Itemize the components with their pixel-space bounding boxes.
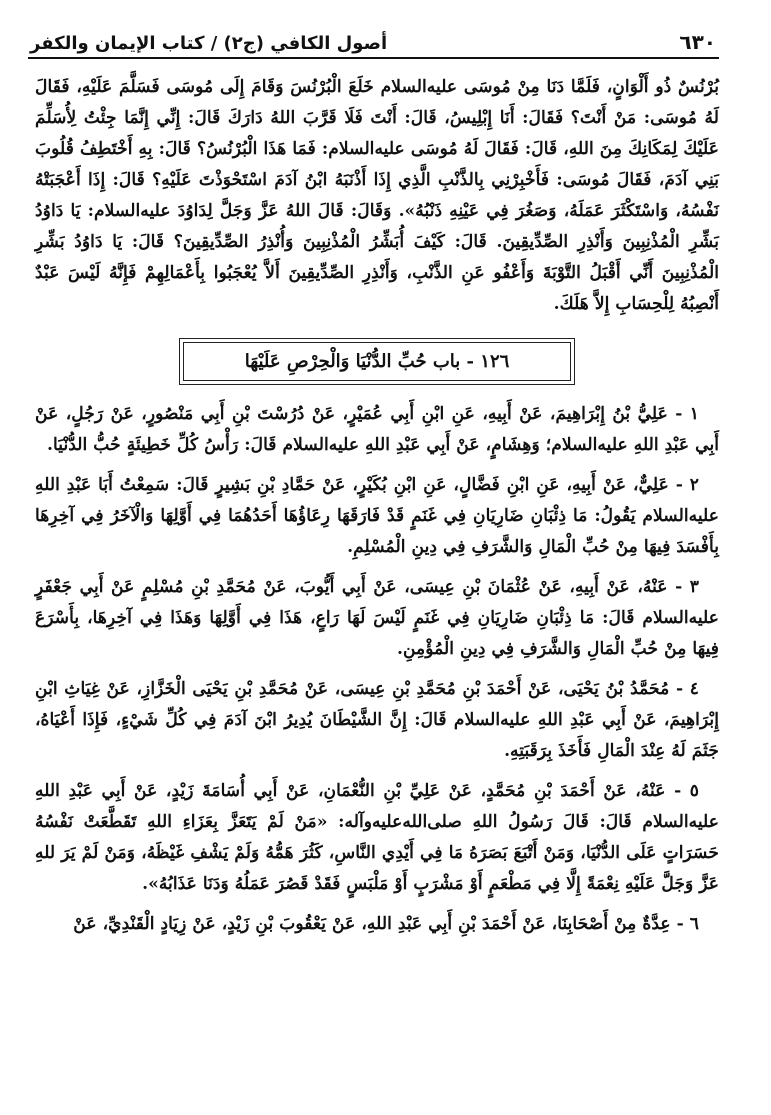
hadith-number: ١ - bbox=[675, 404, 699, 424]
page-number: ٦٣٠ bbox=[679, 30, 716, 54]
hadith-number: ٥ - bbox=[674, 781, 700, 801]
hadith-text: عَنْهُ، عَنْ أَبِيهِ، عَنْ عُثْمَانَ بْنِ عِيسَى، عَنْ أَبِي أَيُّوبَ، عَنْ مُحَمَّدِ بْنِ مُسْلِمٍ عَنْ أَبِي جَعْفَرٍ عليه‌السلام قَالَ: مَا ذِئْبَانِ ضَارِيَانِ فِي غَنَمٍ لَيْسَ لَهَا رَاعٍ، هَذَا فِي أَوَّلِهَا وَهَذَا فِي آخِرِهَا، بِأَسْرَعَ فِيهَا مِنْ حُبِّ الْمَالِ وَالشَّرَفِ فِي دِينِ الْمُؤْمِنِ. bbox=[35, 577, 719, 659]
hadith-paragraph bbox=[35, 909, 719, 940]
hadith-paragraph bbox=[35, 776, 719, 900]
hadith-number: ٤ - bbox=[675, 679, 699, 699]
hadith-number: ٢ - bbox=[675, 475, 700, 495]
hadith-paragraph bbox=[35, 399, 719, 461]
page-header bbox=[30, 24, 716, 54]
hadith-text: عَنْهُ، عَنْ أَحْمَدَ بْنِ مُحَمَّدٍ، عَنْ عَلِيِّ بْنِ النُّعْمَانِ، عَنْ أَبِي أُسَامَةَ زَيْدٍ، عَنْ أَبِي عَبْدِ اللهِ عليه‌السلام قَالَ: قَالَ رَسُولُ اللهِ صلى‌الله‌عليه‌وآله: «مَنْ لَمْ يَتَعَزَّ بِعَزَاءِ اللهِ تَقَطَّعَتْ نَفْسُهُ حَسَرَاتٍ عَلَى الدُّنْيَا، وَمَنْ أَتْبَعَ بَصَرَهُ مَا فِي أَيْدِي النَّاسِ، كَثُرَ هَمُّهُ وَلَمْ يَشْفِ غَيْظَهُ، وَمَنْ لَمْ يَرَ للهِ عَزَّ وَجَلَّ عَلَيْهِ نِعْمَةً إِلَّا فِي مَطْعَمٍ أَوْ مَشْرَبٍ أَوْ مَلْبَسٍ فَقَدْ قَصُرَ عَمَلُهُ وَدَنَا عَذَابُهُ». bbox=[35, 781, 719, 894]
page-body bbox=[35, 72, 719, 949]
intro-paragraph: بُرْنُسٌ ذُو أَلْوَانٍ، فَلَمَّا دَنَا مِنْ مُوسَى عليه‌السلام خَلَعَ الْبُرْنُسَ وَقَامَ إِلَى مُوسَى فَسَلَّمَ عَلَيْهِ، فَقَالَ لَهُ مُوسَى: مَنْ أَنْتَ؟ فَقَالَ: أَنَا إِبْلِيسُ، قَالَ: أَنْتَ فَلَا قَرَّبَ اللهُ دَارَكَ قَالَ: إِنِّي إِنَّمَا جِئْتُ لِأُسَلِّمَ عَلَيْكَ لِمَكَانِكَ مِنَ اللهِ، قَالَ: فَقَالَ لَهُ مُوسَى عليه‌السلام: فَمَا هَذَا الْبُرْنُسُ؟ قَالَ: بِهِ أَخْتَطِفُ قُلُوبَ بَنِي آدَمَ، فَقَالَ مُوسَى: فَأَخْبِرْنِي بِالذَّنْبِ الَّذِي إِذَا أَذْنَبَهُ ابْنُ آدَمَ اسْتَحْوَذْتَ عَلَيْهِ؟ قَالَ: إِذَا أَعْجَبَتْهُ نَفْسُهُ، وَاسْتَكْثَرَ عَمَلَهُ، وَصَغُرَ فِي عَيْنِهِ ذَنْبُهُ». وَقَالَ: قَالَ اللهُ عَزَّ وَجَلَّ لِدَاوُدَ عليه‌السلام: يَا دَاوُدُ بَشِّرِ الْمُذْنِبِينَ وَأَنْذِرِ الصِّدِّيقِينَ. قَالَ: كَيْفَ أُبَشِّرُ الْمُذْنِبِينَ وَأُنْذِرُ الصِّدِّيقِينَ؟ قَالَ: يَا دَاوُدُ بَشِّرِ الْمُذْنِبِينَ أَنِّي أَقْبَلُ التَّوْبَةَ وَأَعْفُو عَنِ الذَّنْبِ، وَأَنْذِرِ الصِّدِّيقِينَ أَلاَّ يُعْجَبُوا بِأَعْمَالِهِمْ فَإِنَّهُ لَيْسَ عَبْدٌ أَنْصِبُهُ لِلْحِسَابِ إِلاَّ هَلَكَ. bbox=[35, 77, 719, 314]
header-divider bbox=[28, 57, 719, 59]
hadith-number: ٣ - bbox=[675, 577, 699, 597]
hadith-text: عَلِيُّ بْنُ إِبْرَاهِيمَ، عَنْ أَبِيهِ، عَنِ ابْنِ أَبِي عُمَيْرٍ، عَنْ دُرُسْتَ بْنِ أَبِي مَنْصُورٍ، عَنْ رَجُلٍ، عَنْ أَبِي عَبْدِ اللهِ عليه‌السلام؛ وَهِشَامٍ، عَنْ أَبِي عَبْدِ اللهِ عليه‌السلام قَالَ: رَأْسُ كُلِّ خَطِيئَةٍ حُبُّ الدُّنْيَا. bbox=[35, 404, 719, 455]
hadith-text: عَلِيٌّ، عَنْ أَبِيهِ، عَنِ ابْنِ فَضَّالٍ، عَنِ ابْنِ بُكَيْرٍ، عَنْ حَمَّادِ بْنِ بَشِيرٍ قَالَ: سَمِعْتُ أَبَا عَبْدِ اللهِ عليه‌السلام يَقُولُ: مَا ذِئْبَانِ ضَارِيَانِ فِي غَنَمٍ قَدْ فَارَقَهَا رِعَاؤُهَا أَحَدُهُمَا فِي أَوَّلِهَا وَالْآخَرُ فِي آخِرِهَا بِأَفْسَدَ فِيهَا مِنْ حُبِّ الْمَالِ وَالشَّرَفِ فِي دِينِ الْمُسْلِمِ. bbox=[35, 475, 719, 557]
chapter-heading-box bbox=[183, 342, 571, 381]
book-title: أصول الكافي (ج٢) / كتاب الإيمان والكفر bbox=[30, 33, 388, 54]
hadith-paragraph bbox=[35, 470, 719, 563]
hadith-paragraph bbox=[35, 674, 719, 767]
hadith-text: مُحَمَّدُ بْنُ يَحْيَى، عَنْ أَحْمَدَ بْنِ مُحَمَّدِ بْنِ عِيسَى، عَنْ مُحَمَّدِ بْنِ يَحْيَى الْخَزَّازِ، عَنْ غِيَاثِ ابْنِ إِبْرَاهِيمَ، عَنْ أَبِي عَبْدِ اللهِ عليه‌السلام قَالَ: إِنَّ الشَّيْطَانَ يُدِيرُ ابْنَ آدَمَ فِي كُلِّ شَيْءٍ، فَإِذَا أَعْيَاهُ، جَثَمَ لَهُ عِنْدَ الْمَالِ فَأَخَذَ بِرَقَبَتِهِ. bbox=[35, 679, 719, 761]
chapter-title: ١٢٦ - باب حُبِّ الدُّنْيَا وَالْحِرْصِ عَلَيْهَا bbox=[244, 351, 510, 372]
hadith-number: ٦ - bbox=[676, 914, 699, 934]
hadith-text: عِدَّةٌ مِنْ أَصْحَابِنَا، عَنْ أَحْمَدَ بْنِ أَبِي عَبْدِ اللهِ، عَنْ يَعْقُوبَ بْنِ زَيْدٍ، عَنْ زِيَادٍ الْقَنْدِيِّ، عَنْ bbox=[73, 914, 671, 934]
hadith-paragraph bbox=[35, 572, 719, 665]
